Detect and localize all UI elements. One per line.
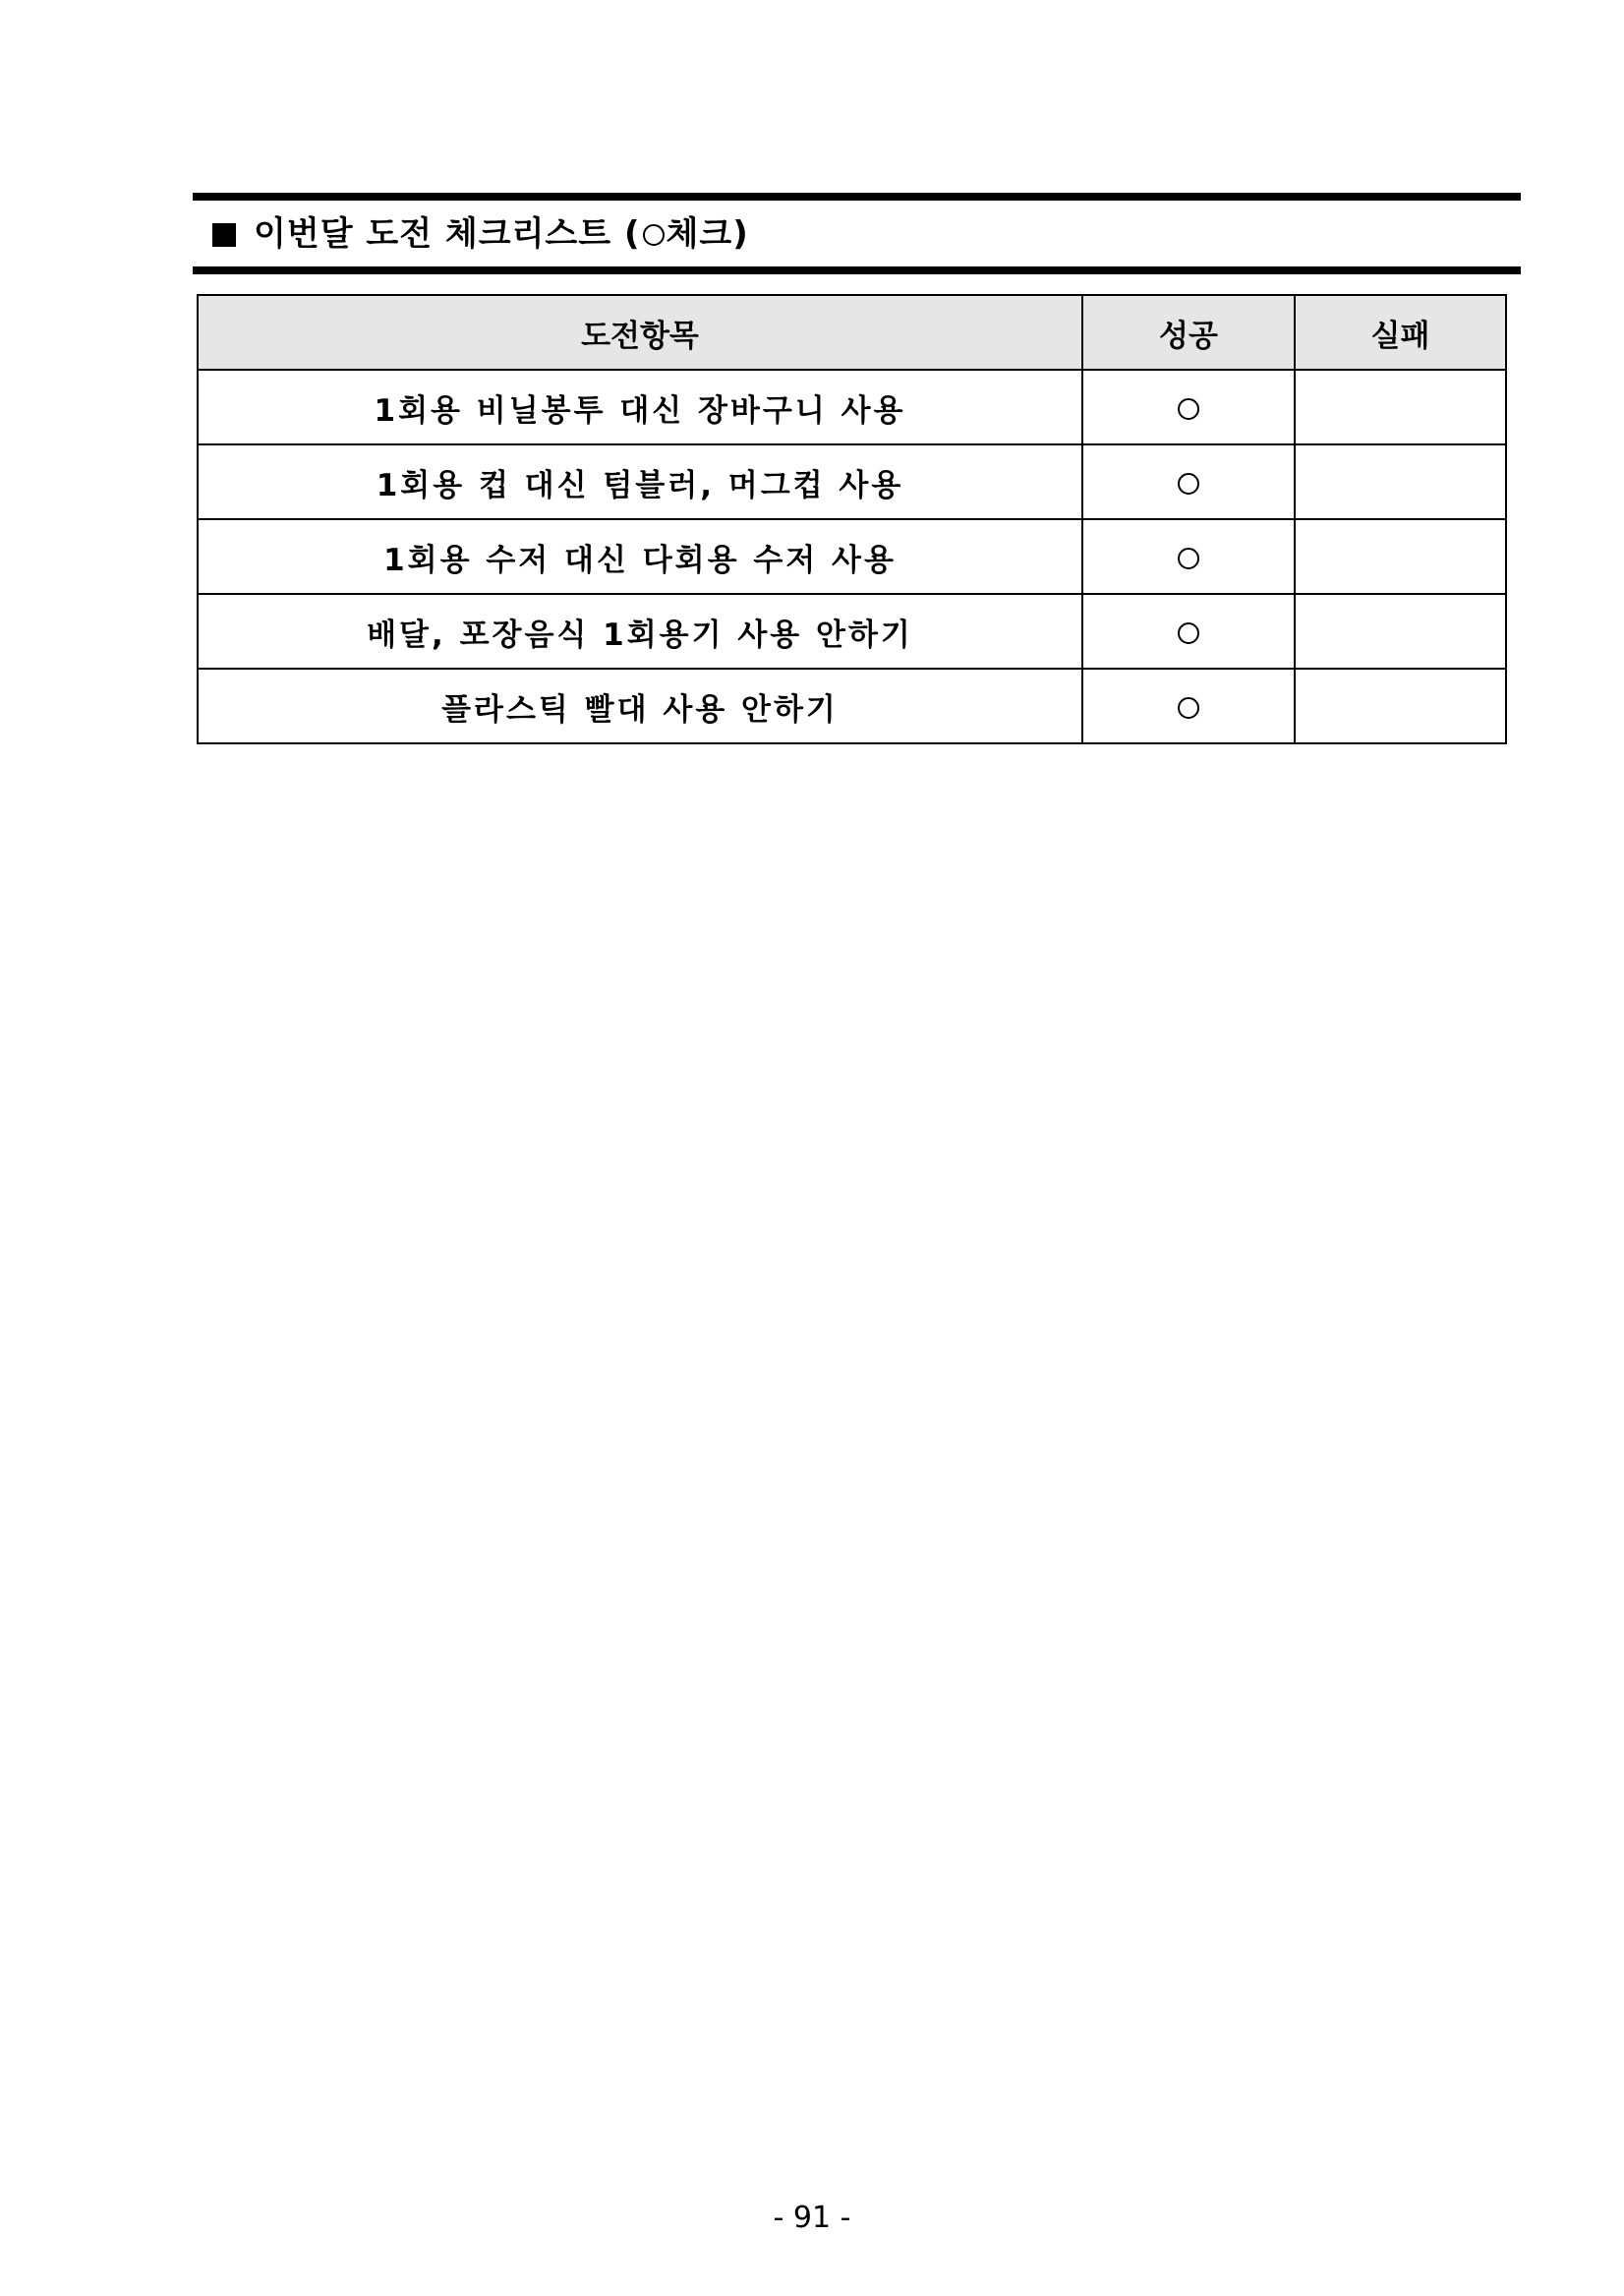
- circle-mark-icon: [1178, 398, 1199, 420]
- table-row: [198, 519, 1506, 594]
- challenge-item: 배달, 포장음식 1회용기 사용 안하기: [198, 594, 1082, 669]
- success-cell[interactable]: [1082, 519, 1295, 594]
- table-row: [198, 370, 1506, 444]
- success-cell[interactable]: [1082, 370, 1295, 444]
- header-success: 성공: [1082, 295, 1295, 370]
- section-title: [212, 212, 749, 256]
- success-cell[interactable]: [1082, 669, 1295, 743]
- circle-mark-icon: [1178, 622, 1199, 644]
- fail-cell[interactable]: [1295, 444, 1506, 519]
- table-header-row: [198, 295, 1506, 370]
- section-title-suffix: 체크): [666, 214, 749, 254]
- fail-cell[interactable]: [1295, 669, 1506, 743]
- success-cell[interactable]: [1082, 444, 1295, 519]
- black-square-bullet-icon: [212, 223, 236, 247]
- challenge-item: 플라스틱 빨대 사용 안하기: [198, 669, 1082, 743]
- table-row: [198, 594, 1506, 669]
- section-header: [193, 193, 1521, 274]
- table-row: [198, 444, 1506, 519]
- circle-mark-icon: [1178, 697, 1199, 719]
- challenge-item: 1회용 수저 대신 다회용 수저 사용: [198, 519, 1082, 594]
- success-cell[interactable]: [1082, 594, 1295, 669]
- fail-cell[interactable]: [1295, 370, 1506, 444]
- section-title-prefix: 이번달 도전 체크리스트 (: [254, 214, 641, 254]
- table-row: [198, 669, 1506, 743]
- page-number: - 91 -: [773, 2201, 851, 2235]
- fail-cell[interactable]: [1295, 594, 1506, 669]
- fail-cell[interactable]: [1295, 519, 1506, 594]
- header-fail: 실패: [1295, 295, 1506, 370]
- challenge-item: 1회용 비닐봉투 대신 장바구니 사용: [198, 370, 1082, 444]
- circle-mark-icon: [643, 224, 665, 246]
- challenge-checklist-table: [197, 294, 1507, 744]
- challenge-item: 1회용 컵 대신 텀블러, 머그컵 사용: [198, 444, 1082, 519]
- header-item: 도전항목: [198, 295, 1082, 370]
- circle-mark-icon: [1178, 473, 1199, 495]
- circle-mark-icon: [1178, 548, 1199, 569]
